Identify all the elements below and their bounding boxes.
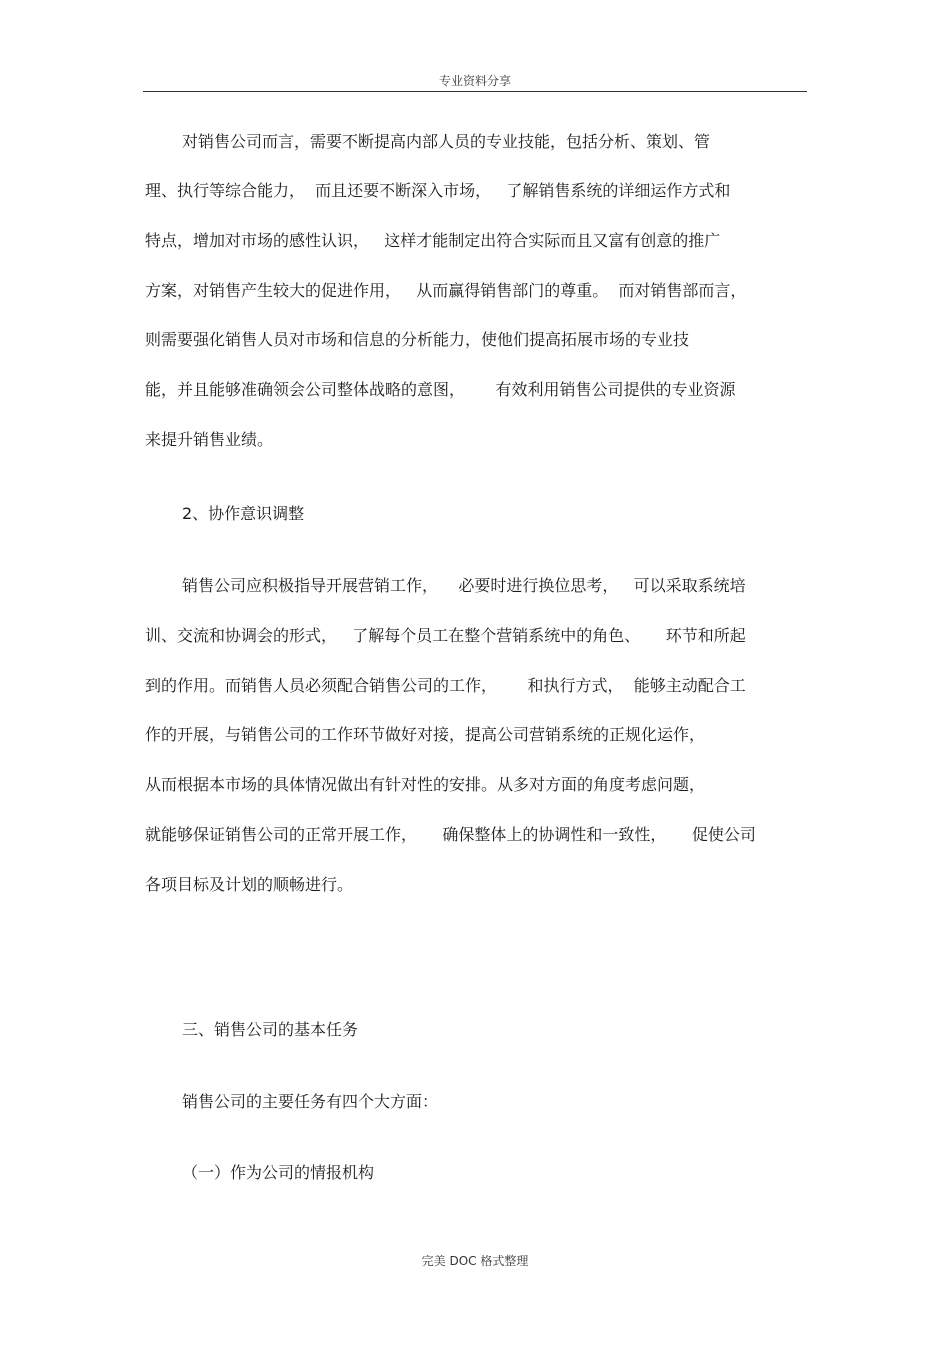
- body-line: 对销售公司而言，需要不断提高内部人员的专业技能，包括分析、策划、管: [182, 132, 711, 151]
- body-line: 来提升销售业绩。: [145, 430, 274, 449]
- subsection-heading: （一）作为公司的情报机构: [182, 1163, 375, 1182]
- body-line: 则需要强化销售人员对市场和信息的分析能力，使他们提高拓展市场的专业技: [145, 330, 690, 349]
- body-line: 方案，对销售产生较大的促进作用， 从而赢得销售部门的尊重。 而对销售部而言，: [145, 281, 747, 300]
- body-line: 作的开展，与销售公司的工作环节做好对接，提高公司营销系统的正规化运作，: [145, 725, 706, 744]
- body-line: 到的作用。而销售人员必须配合销售公司的工作， 和执行方式， 能够主动配合工: [145, 676, 746, 695]
- body-line: 就能够保证销售公司的正常开展工作， 确保整体上的协调性和一致性， 促使公司: [145, 825, 756, 844]
- body-line: 销售公司应积极指导开展营销工作， 必要时进行换位思考， 可以采取系统培: [182, 576, 746, 595]
- body-line: 特点，增加对市场的感性认识， 这样才能制定出符合实际而且又富有创意的推广: [145, 231, 721, 250]
- body-line: 销售公司的主要任务有四个大方面：: [182, 1092, 439, 1111]
- chapter-heading: 三、销售公司的基本任务: [182, 1020, 359, 1039]
- body-line: 从而根据本市场的具体情况做出有针对性的安排。从多对方面的角度考虑问题，: [145, 775, 706, 794]
- footer-text: 完美 DOC 格式整理: [421, 1254, 529, 1268]
- body-line: 能，并且能够准确领会公司整体战略的意图， 有效利用销售公司提供的专业资源: [145, 380, 736, 399]
- header-text: 专业资料分享: [438, 74, 511, 88]
- body-line: 各项目标及计划的顺畅进行。: [145, 875, 354, 894]
- body-line: 理、执行等综合能力， 而且还要不断深入市场， 了解销售系统的详细运作方式和: [145, 181, 731, 200]
- body-line: 训、交流和协调会的形式， 了解每个员工在整个营销系统中的角色、 环节和所起: [145, 626, 746, 645]
- section-heading: 2、协作意识调整: [182, 504, 305, 523]
- header-divider: [143, 91, 807, 92]
